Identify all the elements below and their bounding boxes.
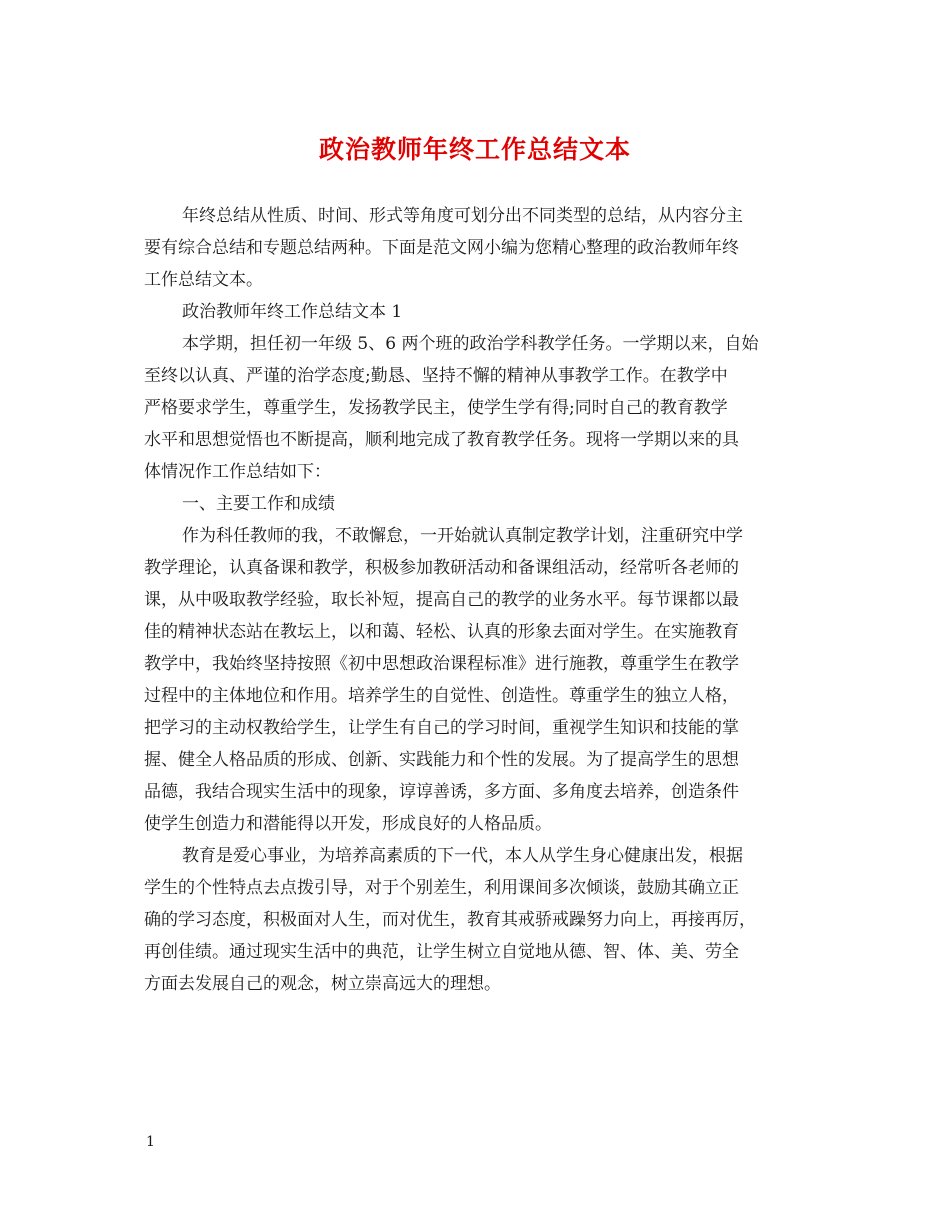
body-line: 学生的个性特点去点拨引导，对于个别差生，利用课间多次倾谈，鼓励其确立正	[144, 878, 739, 898]
body-line: 方面去发展自己的观念，树立崇高远大的理想。	[144, 974, 501, 994]
body-line: 政治教师年终工作总结文本 1	[182, 302, 403, 322]
body-line: 严格要求学生，尊重学生，发扬教学民主，使学生学有得;同时自己的教育教学	[144, 398, 728, 418]
body-line: 工作总结文本。	[144, 270, 263, 290]
document-title: 政治教师年终工作总结文本	[318, 135, 631, 164]
body-line: 握、健全人格品质的形成、创新、实践能力和个性的发展。为了提高学生的思想	[144, 750, 739, 770]
body-line: 品德，我结合现实生活中的现象，谆谆善诱，多方面、多角度去培养，创造条件	[144, 782, 739, 802]
body-line: 水平和思想觉悟也不断提高，顺利地完成了教育教学任务。现将一学期以来的具	[144, 430, 739, 450]
body-line: 把学习的主动权教给学生，让学生有自己的学习时间，重视学生知识和技能的掌	[144, 718, 739, 738]
body-line: 作为科任教师的我，不敢懈怠，一开始就认真制定教学计划，注重研究中学	[182, 526, 743, 546]
body-line: 教学理论，认真备课和教学，积极参加教研活动和备课组活动，经常听各老师的	[144, 558, 739, 578]
body-line: 确的学习态度，积极面对人生，而对优生，教育其戒骄戒躁努力向上，再接再厉，	[144, 910, 756, 930]
body-line: 体情况作工作总结如下：	[144, 462, 331, 482]
document-body	[144, 200, 808, 1000]
body-line: 过程中的主体地位和作用。培养学生的自觉性、创造性。尊重学生的独立人格，	[144, 686, 739, 706]
body-line: 课，从中吸取教学经验，取长补短，提高自己的教学的业务水平。每节课都以最	[144, 590, 739, 610]
body-line: 要有综合总结和专题总结两种。下面是范文网小编为您精心整理的政治教师年终	[144, 238, 739, 258]
body-line: 教育是爱心事业，为培养高素质的下一代，本人从学生身心健康出发，根据	[182, 846, 743, 866]
body-line: 教学中，我始终坚持按照《初中思想政治课程标准》进行施教，尊重学生在教学	[144, 654, 739, 674]
body-line: 至终以认真、严谨的治学态度;勤恳、坚持不懈的精神从事教学工作。在教学中	[144, 366, 728, 386]
body-line: 本学期，担任初一年级 5、6 两个班的政治学科教学任务。一学期以来，自始	[182, 334, 759, 354]
page-number: 1	[146, 1134, 155, 1150]
body-line: 年终总结从性质、时间、形式等角度可划分出不同类型的总结，从内容分主	[182, 206, 743, 226]
body-line: 使学生创造力和潜能得以开发，形成良好的人格品质。	[144, 814, 552, 834]
body-line: 一、主要工作和成绩	[182, 494, 335, 514]
body-line: 再创佳绩。通过现实生活中的典范，让学生树立自觉地从德、智、体、美、劳全	[144, 942, 739, 962]
body-line: 佳的精神状态站在教坛上，以和蔼、轻松、认真的形象去面对学生。在实施教育	[144, 622, 739, 642]
